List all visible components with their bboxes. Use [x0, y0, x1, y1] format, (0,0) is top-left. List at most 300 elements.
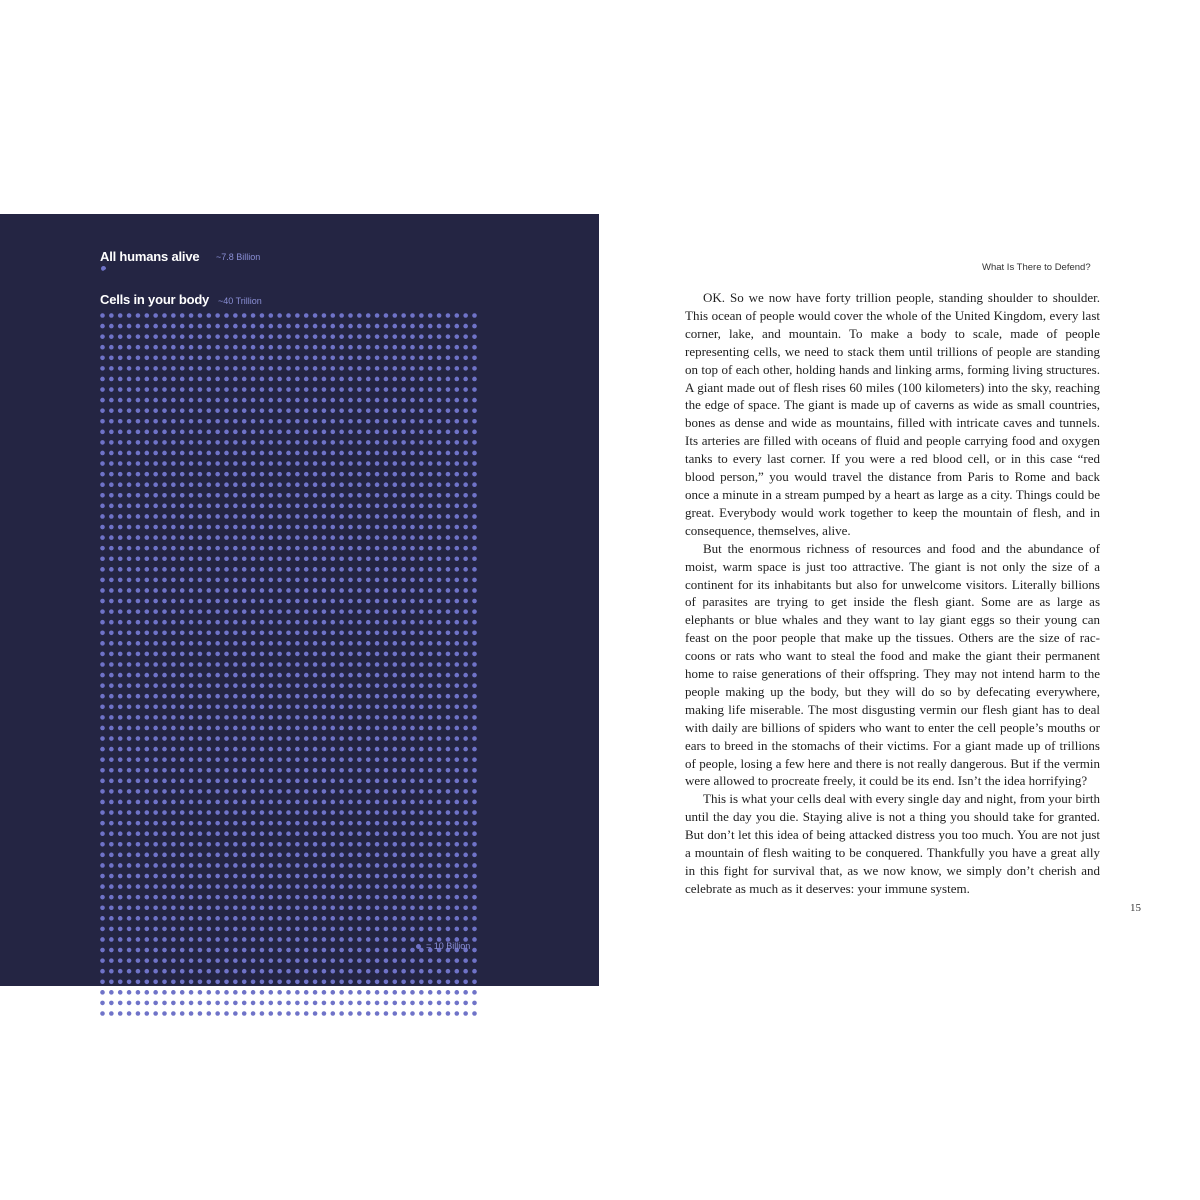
cell-dot	[313, 546, 318, 551]
cell-dot	[144, 694, 149, 699]
cell-dot	[180, 366, 185, 371]
cell-dot	[437, 324, 442, 329]
cell-dot	[144, 334, 149, 339]
cell-dot	[348, 630, 353, 635]
cell-dot	[118, 630, 123, 635]
cell-dot	[171, 662, 176, 667]
cell-dot	[109, 884, 114, 889]
cell-dot	[277, 408, 282, 413]
cell-dot	[242, 641, 247, 646]
cell-dot	[171, 345, 176, 350]
cell-dot	[224, 387, 229, 392]
cell-dot	[295, 504, 300, 509]
cell-dot	[446, 863, 451, 868]
cell-dot	[392, 588, 397, 593]
cell-dot	[268, 588, 273, 593]
cell-dot	[189, 821, 194, 826]
running-head: What Is There to Defend?	[982, 262, 1091, 273]
cell-dot	[162, 419, 167, 424]
cell-dot	[463, 1011, 468, 1016]
cell-dot	[454, 461, 459, 466]
cell-dot	[313, 609, 318, 614]
cell-dot	[242, 736, 247, 741]
cell-dot	[401, 430, 406, 435]
cell-dot	[410, 694, 415, 699]
cell-dot	[100, 599, 105, 604]
cell-dot	[410, 705, 415, 710]
cell-dot	[348, 948, 353, 953]
cell-dot	[322, 398, 327, 403]
cell-dot	[260, 863, 265, 868]
cell-dot	[206, 377, 211, 382]
cell-dot	[410, 324, 415, 329]
cell-dot	[268, 757, 273, 762]
cell-dot	[136, 535, 141, 540]
cell-dot	[419, 927, 424, 932]
cell-dot	[242, 905, 247, 910]
cell-dot	[401, 493, 406, 498]
cell-dot	[357, 979, 362, 984]
cell-dot	[339, 715, 344, 720]
cell-dot	[180, 779, 185, 784]
cell-dot	[180, 461, 185, 466]
cell-dot	[428, 345, 433, 350]
cell-dot	[251, 863, 256, 868]
cell-dot	[286, 937, 291, 942]
cell-dot	[109, 398, 114, 403]
cell-dot	[348, 863, 353, 868]
cell-dot	[384, 641, 389, 646]
cell-dot	[251, 356, 256, 361]
cell-dot	[251, 641, 256, 646]
cell-dot	[463, 440, 468, 445]
cell-dot	[366, 377, 371, 382]
cell-dot	[215, 1001, 220, 1006]
cell-dot	[348, 377, 353, 382]
cell-dot	[127, 736, 132, 741]
cell-dot	[375, 800, 380, 805]
cell-dot	[242, 440, 247, 445]
cell-dot	[463, 504, 468, 509]
cell-dot	[313, 313, 318, 318]
cell-dot	[100, 408, 105, 413]
cell-dot	[286, 356, 291, 361]
cell-dot	[339, 313, 344, 318]
cell-dot	[251, 440, 256, 445]
cell-dot	[419, 599, 424, 604]
cell-dot	[366, 451, 371, 456]
cell-dot	[313, 504, 318, 509]
cell-dot	[419, 1011, 424, 1016]
cell-dot	[171, 451, 176, 456]
cell-dot	[454, 641, 459, 646]
cell-dot	[428, 567, 433, 572]
cell-dot	[375, 948, 380, 953]
cell-dot	[401, 482, 406, 487]
cell-dot	[304, 895, 309, 900]
cell-dot	[454, 472, 459, 477]
infographic-page	[0, 214, 599, 986]
cell-dot	[277, 535, 282, 540]
cell-dot	[251, 334, 256, 339]
cell-dot	[454, 969, 459, 974]
cell-dot	[224, 863, 229, 868]
cell-dot	[224, 567, 229, 572]
cell-dot	[215, 556, 220, 561]
cell-dot	[330, 313, 335, 318]
cell-dot	[463, 313, 468, 318]
cell-dot	[127, 567, 132, 572]
cell-dot	[100, 736, 105, 741]
cell-dot	[295, 472, 300, 477]
cell-dot	[215, 905, 220, 910]
cell-dot	[437, 599, 442, 604]
cell-dot	[198, 958, 203, 963]
cell-dot	[428, 630, 433, 635]
cell-dot	[454, 313, 459, 318]
cell-dot	[410, 757, 415, 762]
cell-dot	[215, 937, 220, 942]
cell-dot	[454, 387, 459, 392]
cell-dot	[118, 705, 123, 710]
cell-dot	[127, 630, 132, 635]
cell-dot	[277, 556, 282, 561]
cell-dot	[136, 884, 141, 889]
cell-dot	[384, 556, 389, 561]
cell-dot	[198, 821, 203, 826]
cell-dot	[242, 747, 247, 752]
cell-dot	[428, 482, 433, 487]
cell-dot	[419, 694, 424, 699]
cell-dot	[224, 430, 229, 435]
cell-dot	[463, 641, 468, 646]
cell-dot	[118, 398, 123, 403]
cell-dot	[233, 715, 238, 720]
cell-dot	[339, 472, 344, 477]
cell-dot	[375, 884, 380, 889]
cell-dot	[233, 377, 238, 382]
cell-dot	[410, 556, 415, 561]
cell-dot	[357, 461, 362, 466]
cell-dot	[118, 927, 123, 932]
cell-dot	[136, 652, 141, 657]
cell-dot	[419, 546, 424, 551]
cell-dot	[339, 937, 344, 942]
cell-dot	[162, 673, 167, 678]
cell-dot	[446, 842, 451, 847]
cell-dot	[322, 567, 327, 572]
cell-dot	[136, 747, 141, 752]
cell-dot	[127, 440, 132, 445]
cell-dot	[162, 556, 167, 561]
cell-dot	[233, 398, 238, 403]
cell-dot	[472, 821, 477, 826]
cell-dot	[463, 958, 468, 963]
cell-dot	[410, 789, 415, 794]
cell-dot	[463, 630, 468, 635]
cell-dot	[428, 525, 433, 530]
cell-dot	[215, 884, 220, 889]
cell-dot	[286, 979, 291, 984]
cell-dot	[313, 747, 318, 752]
cell-dot	[198, 546, 203, 551]
cell-dot	[366, 694, 371, 699]
cell-dot	[127, 874, 132, 879]
cell-dot	[206, 652, 211, 657]
cell-dot	[233, 683, 238, 688]
cell-dot	[198, 641, 203, 646]
cell-dot	[330, 768, 335, 773]
cell-dot	[330, 694, 335, 699]
cell-dot	[419, 525, 424, 530]
cell-dot	[144, 768, 149, 773]
cell-dot	[118, 842, 123, 847]
cell-dot	[233, 821, 238, 826]
cell-dot	[348, 387, 353, 392]
cell-dot	[286, 535, 291, 540]
cell-dot	[153, 874, 158, 879]
cell-dot	[348, 937, 353, 942]
cell-dot	[206, 609, 211, 614]
cell-dot	[286, 472, 291, 477]
cell-dot	[180, 990, 185, 995]
cell-dot	[375, 853, 380, 858]
cell-dot	[118, 831, 123, 836]
cell-dot	[198, 990, 203, 995]
cell-dot	[118, 546, 123, 551]
cell-dot	[410, 779, 415, 784]
cell-dot	[153, 1001, 158, 1006]
cell-dot	[162, 948, 167, 953]
cell-dot	[198, 937, 203, 942]
cell-dot	[463, 609, 468, 614]
cell-dot	[109, 662, 114, 667]
cell-dot	[171, 810, 176, 815]
cell-dot	[100, 726, 105, 731]
cell-dot	[127, 779, 132, 784]
cell-dot	[242, 948, 247, 953]
cell-dot	[322, 356, 327, 361]
cell-dot	[304, 440, 309, 445]
cell-dot	[419, 567, 424, 572]
cell-dot	[392, 747, 397, 752]
cell-dot	[304, 789, 309, 794]
cell-dot	[472, 673, 477, 678]
cell-dot	[162, 356, 167, 361]
cell-dot	[454, 419, 459, 424]
cell-dot	[392, 493, 397, 498]
cell-dot	[419, 853, 424, 858]
cell-dot	[180, 705, 185, 710]
cell-dot	[260, 620, 265, 625]
cell-dot	[233, 345, 238, 350]
cell-dot	[144, 461, 149, 466]
cell-dot	[109, 958, 114, 963]
cell-dot	[100, 905, 105, 910]
cell-dot	[330, 958, 335, 963]
cell-dot	[446, 345, 451, 350]
cell-dot	[153, 948, 158, 953]
cell-dot	[224, 1011, 229, 1016]
cell-dot	[206, 525, 211, 530]
cell-dot	[304, 916, 309, 921]
cell-dot	[171, 694, 176, 699]
cell-dot	[180, 916, 185, 921]
cell-dot	[233, 567, 238, 572]
cell-dot	[171, 641, 176, 646]
cell-dot	[437, 620, 442, 625]
cell-dot	[348, 482, 353, 487]
cell-dot	[100, 757, 105, 762]
cell-dot	[277, 1011, 282, 1016]
cell-dot	[233, 800, 238, 805]
cell-dot	[454, 874, 459, 879]
cell-dot	[136, 874, 141, 879]
cell-dot	[189, 789, 194, 794]
cell-dot	[348, 451, 353, 456]
cell-dot	[339, 789, 344, 794]
cell-dot	[304, 673, 309, 678]
cell-dot	[233, 916, 238, 921]
cell-dot	[366, 609, 371, 614]
cell-dot	[251, 705, 256, 710]
cell-dot	[189, 578, 194, 583]
cell-dot	[392, 715, 397, 720]
cell-dot	[136, 588, 141, 593]
cell-dot	[242, 937, 247, 942]
cell-dot	[322, 736, 327, 741]
cell-dot	[304, 504, 309, 509]
cell-dot	[162, 1001, 167, 1006]
cell-dot	[251, 895, 256, 900]
cell-dot	[100, 779, 105, 784]
cell-dot	[180, 810, 185, 815]
cell-dot	[198, 905, 203, 910]
cell-dot	[410, 958, 415, 963]
cell-dot	[472, 567, 477, 572]
cell-dot	[295, 662, 300, 667]
cell-dot	[313, 451, 318, 456]
cell-dot	[268, 969, 273, 974]
cell-dot	[171, 757, 176, 762]
cell-dot	[251, 630, 256, 635]
cell-dot	[136, 345, 141, 350]
cell-dot	[330, 578, 335, 583]
cell-dot	[136, 969, 141, 974]
cell-dot	[446, 927, 451, 932]
cell-dot	[375, 430, 380, 435]
cell-dot	[180, 609, 185, 614]
cell-dot	[118, 387, 123, 392]
cell-dot	[313, 567, 318, 572]
cell-dot	[127, 789, 132, 794]
cell-dot	[144, 726, 149, 731]
cell-dot	[251, 800, 256, 805]
cell-dot	[437, 757, 442, 762]
cell-dot	[428, 715, 433, 720]
cell-dot	[472, 398, 477, 403]
cell-dot	[268, 630, 273, 635]
cell-dot	[375, 588, 380, 593]
cell-dot	[295, 927, 300, 932]
cell-dot	[384, 493, 389, 498]
cell-dot	[109, 334, 114, 339]
cell-dot	[463, 863, 468, 868]
cell-dot	[260, 884, 265, 889]
cell-dot	[189, 546, 194, 551]
cell-dot	[260, 588, 265, 593]
cell-dot	[162, 895, 167, 900]
cell-dot	[162, 937, 167, 942]
cell-dot	[295, 599, 300, 604]
cell-dot	[366, 874, 371, 879]
cell-dot	[454, 599, 459, 604]
cell-dot	[375, 482, 380, 487]
cell-dot	[171, 419, 176, 424]
cell-dot	[295, 673, 300, 678]
cell-dot	[428, 736, 433, 741]
cell-dot	[144, 356, 149, 361]
cell-dot	[171, 588, 176, 593]
cell-dot	[118, 726, 123, 731]
cell-dot	[144, 567, 149, 572]
cell-dot	[153, 736, 158, 741]
cell-dot	[162, 398, 167, 403]
cell-dot	[198, 609, 203, 614]
cell-dot	[454, 356, 459, 361]
cell-dot	[339, 842, 344, 847]
cell-dot	[392, 694, 397, 699]
cell-dot	[330, 779, 335, 784]
cell-dot	[224, 905, 229, 910]
cell-dot	[171, 493, 176, 498]
cell-dot	[162, 334, 167, 339]
cell-dot	[198, 705, 203, 710]
cell-dot	[463, 451, 468, 456]
cell-dot	[144, 863, 149, 868]
cell-dot	[242, 800, 247, 805]
cell-dot	[277, 387, 282, 392]
cell-dot	[446, 377, 451, 382]
cell-dot	[251, 884, 256, 889]
cell-dot	[206, 958, 211, 963]
cell-dot	[322, 895, 327, 900]
cell-dot	[260, 874, 265, 879]
cell-dot	[162, 726, 167, 731]
cell-dot	[180, 440, 185, 445]
cell-dot	[401, 831, 406, 836]
cell-dot	[401, 334, 406, 339]
cell-dot	[109, 969, 114, 974]
cell-dot	[384, 578, 389, 583]
cell-dot	[144, 514, 149, 519]
cells-dot-grid	[100, 313, 477, 1016]
cell-dot	[153, 313, 158, 318]
cell-dot	[109, 419, 114, 424]
cell-dot	[322, 578, 327, 583]
cell-dot	[189, 377, 194, 382]
cell-dot	[330, 525, 335, 530]
cell-dot	[198, 927, 203, 932]
cell-dot	[260, 683, 265, 688]
cell-dot	[375, 630, 380, 635]
cell-dot	[366, 387, 371, 392]
cell-dot	[118, 493, 123, 498]
cell-dot	[251, 652, 256, 657]
cell-dot	[171, 609, 176, 614]
cell-dot	[454, 482, 459, 487]
cell-dot	[313, 895, 318, 900]
